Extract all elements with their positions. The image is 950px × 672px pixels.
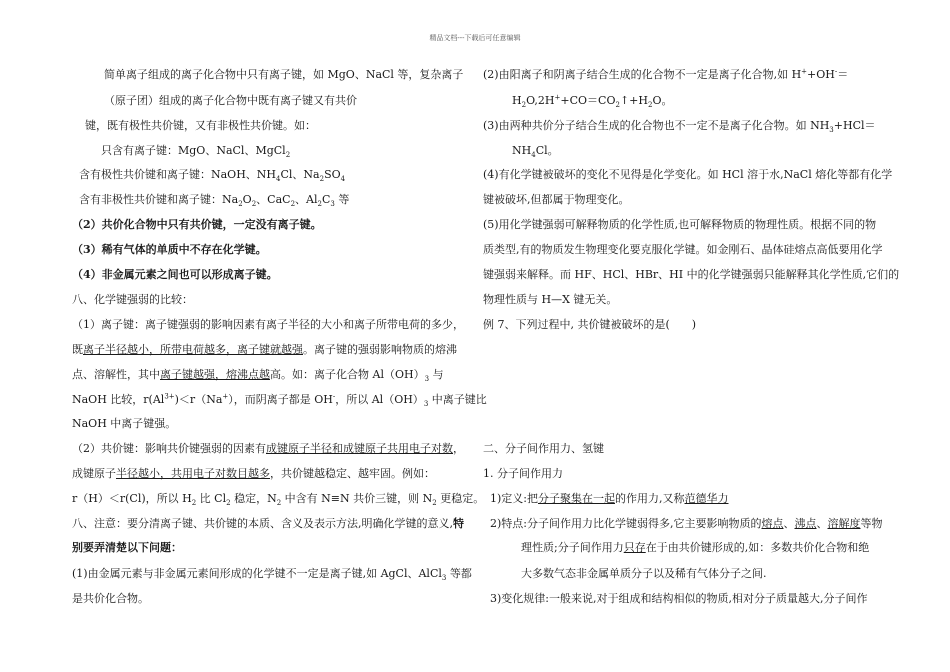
left-line-15: NaOH 中离子键强。	[72, 417, 177, 430]
left-line-10: 八、化学键强弱的比较：	[72, 293, 193, 306]
right-line-features-3: 大多数气态非金属单质分子以及稀有气体分子之间.	[521, 567, 767, 580]
right-line-features: 2)特点:分子间作用力比化学键弱得多,它主要影响物质的熔点、沸点、溶解度等物	[490, 517, 883, 530]
right-line-rules: 3)变化规律:一般来说,对于组成和结构相似的物质,相对分子质量越大,分子间作	[490, 592, 868, 605]
left-line-5: 含有极性共价键和离子键：NaOH、$NH_4Cl$、$Na_2SO_4$	[79, 168, 346, 184]
right-line-2: $H_2O,2H^++CO=CO_2↑+H_2O$。	[512, 93, 673, 110]
left-line-1: 简单离子组成的离子化合物中只有离子键，如 MgO、NaCl 等，复杂离子	[104, 68, 464, 81]
left-line-4: 只含有离子键：MgO、NaCl、MgCl$_2$	[101, 144, 291, 160]
left-line-12: 既离子半径越小，所带电荷越多，离子键就越强。离子键的强弱影响物质的熔沸	[72, 343, 457, 356]
left-line-16: （2）共价键：影响共价键强弱的因素有成键原子半径和成键原子共用电子对数，	[72, 442, 464, 455]
right-line-4: $NH_4Cl$。	[512, 144, 559, 160]
left-line-6: 含有非极性共价键和离子键：$Na_2O_2$、CaC$_2$、$Al_2C_3$ 等	[79, 193, 350, 209]
left-line-2: （原子团）组成的离子化合物中既有离子键又有共价	[104, 94, 357, 107]
right-line-7: (5)用化学键强弱可解释物质的化学性质,也可解释物质的物理性质。根据不同的物	[483, 218, 877, 231]
left-line-19: 八、注意：要分清离子键、共价键的本质、含义及表示方法,明确化学键的意义,特	[72, 517, 464, 530]
right-line-1: (2)由阳离子和阴离子结合生成的化合物不一定是离子化合物,如 H++OH-＝	[483, 67, 849, 81]
left-line-11: （1）离子键：离子键强弱的影响因素有离子半径的大小和离子所带电荷的多少，	[72, 318, 464, 331]
left-line-20: 别要弄清楚以下问题：	[72, 541, 182, 554]
left-line-21: (1)由金属元素与非金属元素间形成的化学键不一定是离子键,如 AgCl、AlCl$_3$ 等都	[72, 567, 472, 583]
right-line-10: 物理性质与 H—X 键无关。	[483, 293, 618, 306]
left-line-8: （3）稀有气体的单质中不存在化学键。	[72, 243, 267, 256]
right-line-8: 质类型,有的物质发生物理变化要克服化学键。如金刚石、晶体硅熔点高低要用化学	[483, 243, 883, 256]
section-heading-intermolecular: 二、分子间作用力、氢键	[483, 442, 604, 455]
left-line-3: 键，既有极性共价键，又有非极性共价键。如：	[85, 119, 316, 132]
left-line-14: NaOH 比较，$r(Al^{3+})<r(Na^+)$，而阴离子都是 OH-，所以 $Al(OH)_3$ 中离子键比	[72, 392, 487, 409]
left-line-18: r（H）＜r(Cl)，所以 $H_2$ 比 $Cl_2$ 稳定，$N_2$ 中含有 N≡N 共价三键，则 $N_2$ 更稳定。	[72, 492, 485, 508]
right-line-definition: 1)定义:把分子聚集在一起的作用力,又称范德华力	[490, 492, 729, 505]
left-line-17: 成键原子半径越小，共用电子对数目越多，共价键越稳定、越牢固。例如：	[72, 467, 435, 480]
right-line-9: 键强弱来解释。而 HF、HCl、HBr、HI 中的化学键强弱只能解释其化学性质,它们的	[483, 268, 900, 281]
right-line-features-2: 理性质;分子间作用力只存在于由共价键形成的,如：多数共价化合物和绝	[521, 541, 870, 554]
example-7-question: 例 7、下列过程中, 共价键被破坏的是( )	[483, 318, 697, 331]
subsection-heading: 1. 分子间作用力	[483, 467, 563, 480]
right-line-5: (4)有化学键被破坏的变化不见得是化学变化。如 HCl 溶于水,NaCl 熔化等都有化学	[483, 168, 893, 181]
left-line-13: 点、溶解性，其中离子键越强，熔沸点越高。如：离子化合物 $Al(OH)_3$ 与	[72, 368, 444, 384]
right-line-6: 键被破坏,但都属于物理变化。	[483, 193, 630, 206]
page-header: 精品文档---下载后可任意编辑	[429, 34, 521, 42]
left-line-9: （4）非金属元素之间也可以形成离子键。	[72, 268, 278, 281]
right-line-3: (3)由两种共价分子结合生成的化合物也不一定不是离子化合物。如 $NH_3+HCl=$	[483, 119, 876, 135]
left-line-7: （2）共价化合物中只有共价键，一定没有离子键。	[72, 218, 322, 231]
left-line-22: 是共价化合物。	[72, 592, 149, 605]
